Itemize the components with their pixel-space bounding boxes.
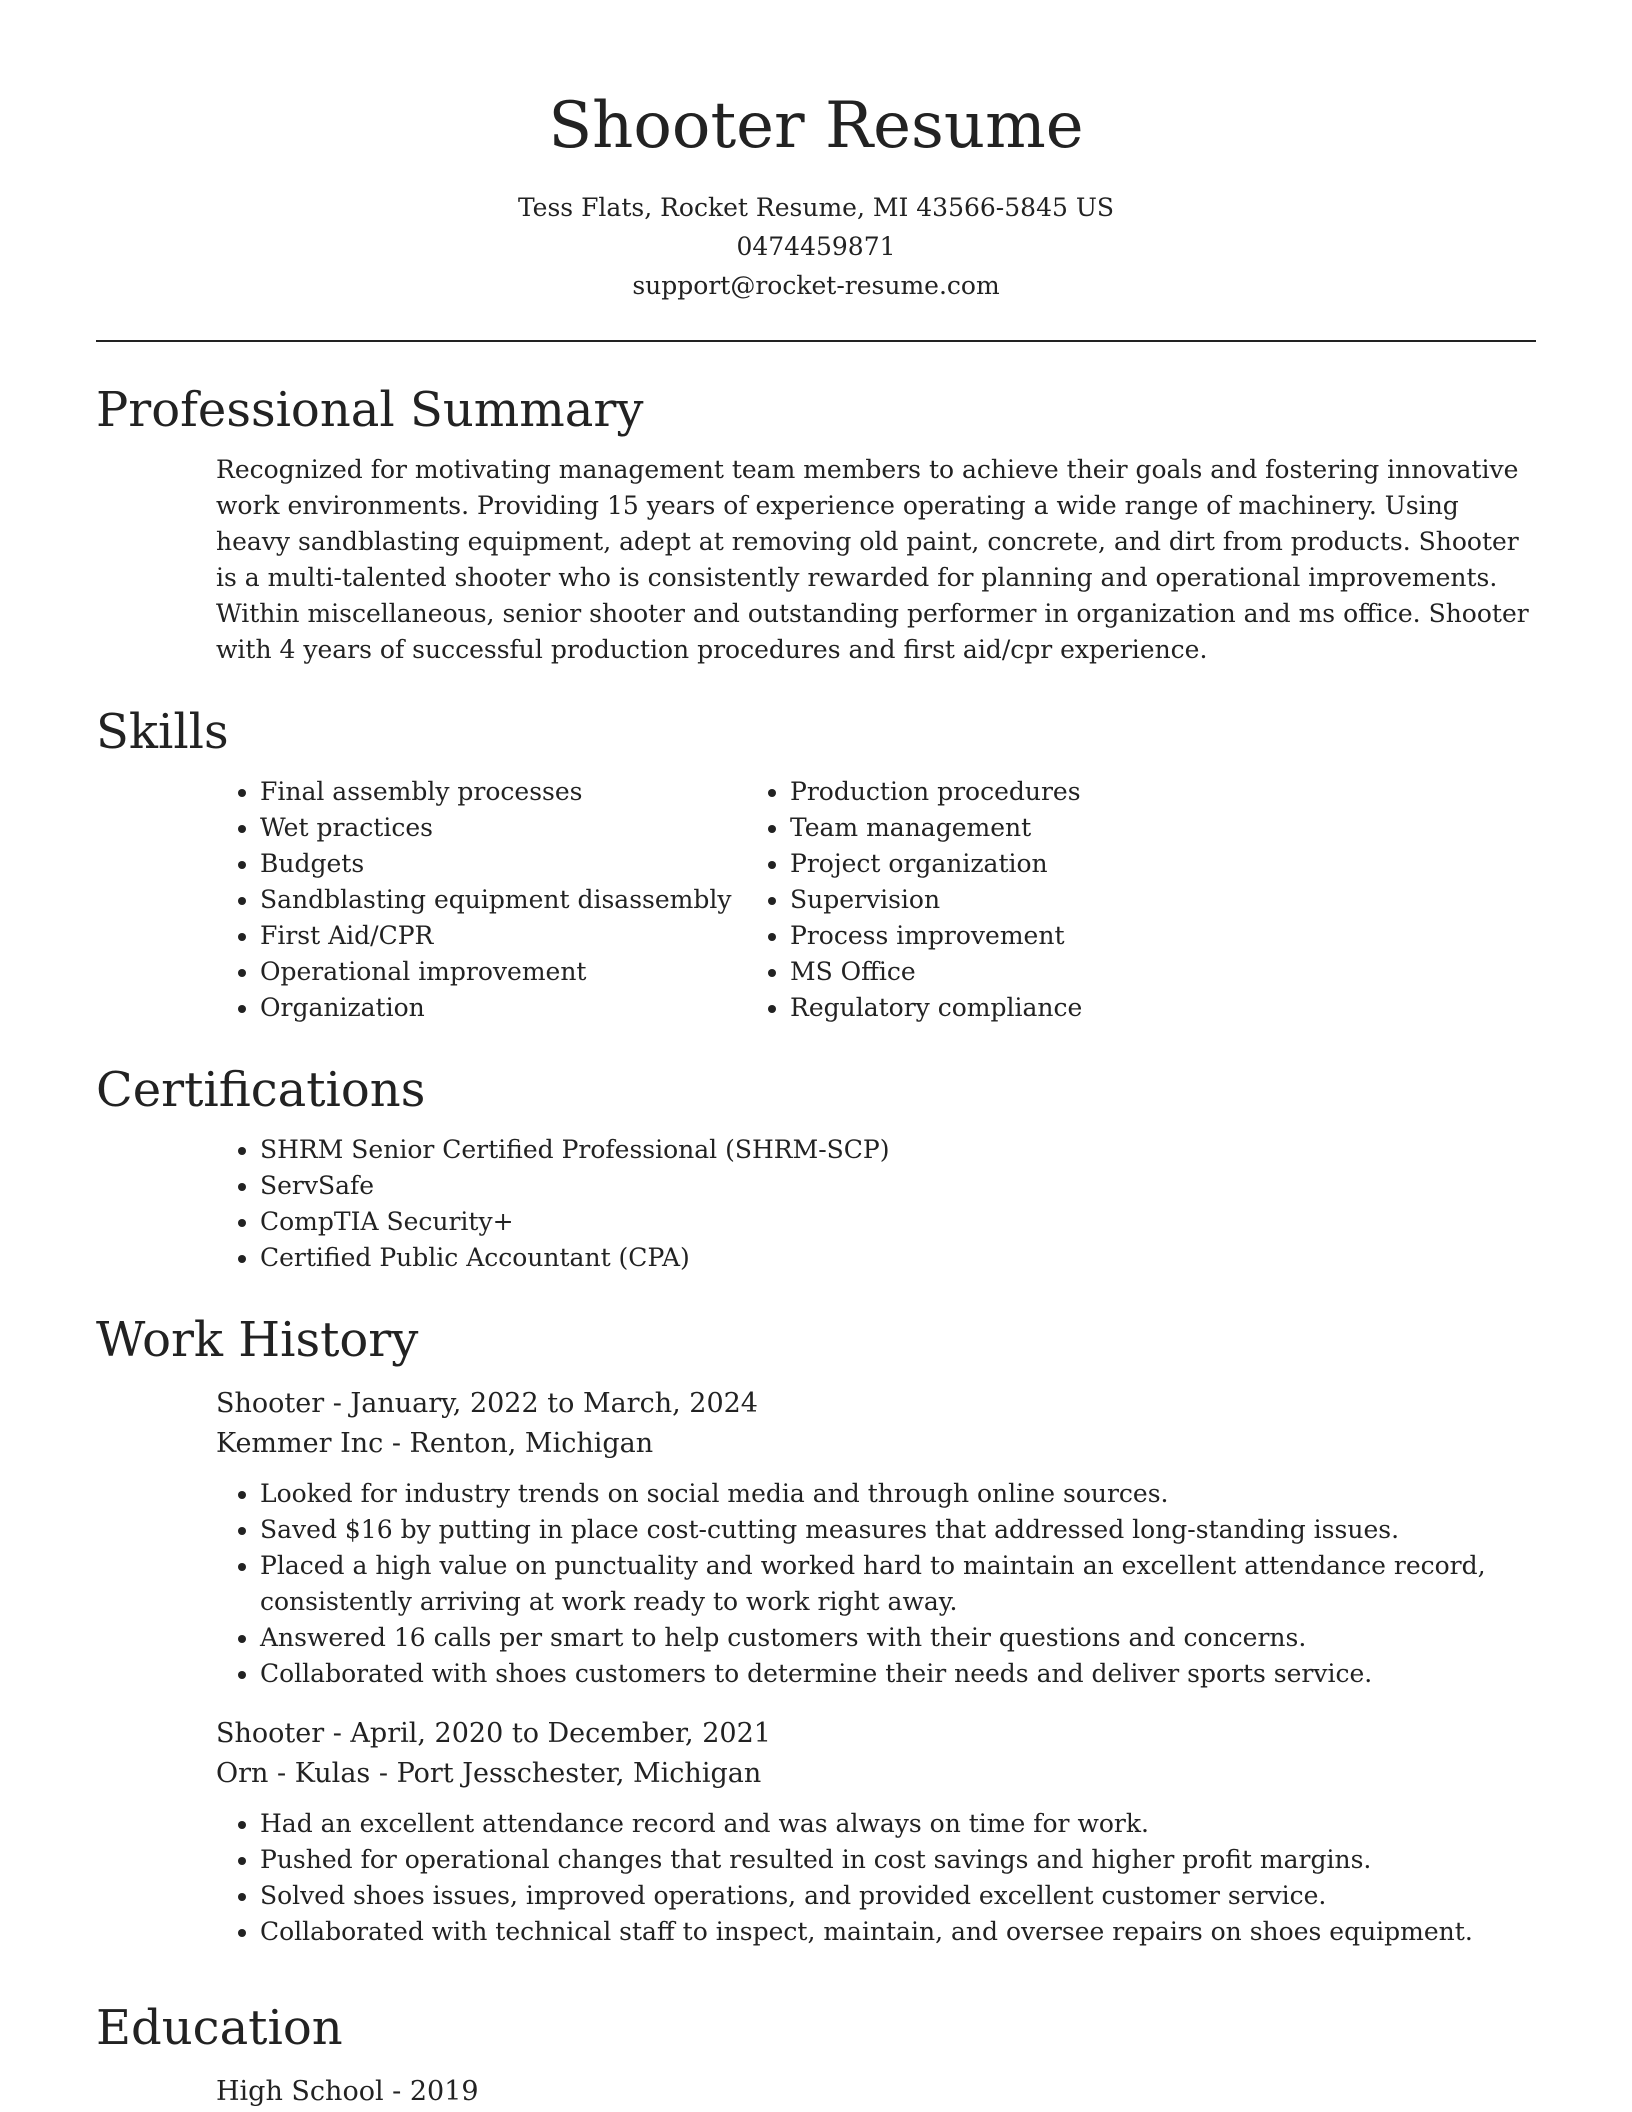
certifications-section [96,1060,1536,1276]
skill-item: • Team management [790,810,1396,846]
job-entry [96,1714,1536,1950]
job-company-line: Kemmer Inc - Renton, Michigan [216,1428,654,1459]
skills-section [96,702,1536,1026]
skill-item: • Production procedures [790,774,1396,810]
resume-header [96,0,1536,305]
certifications-list [96,1132,1536,1276]
certification-item: • SHRM Senior Certified Professional (SHRM-SCP) [260,1132,1536,1168]
job-bullet: • Answered 16 calls per smart to help customers with their questions and concerns. [260,1620,1536,1656]
skill-item: • Project organization [790,846,1396,882]
contact-phone: 0474459871 [736,232,896,261]
certification-item: • ServSafe [260,1168,1536,1204]
skill-item: • Process improvement [790,918,1396,954]
job-company-line: Orn - Kulas - Port Jesschester, Michigan [216,1758,762,1789]
contact-block [96,188,1536,305]
job-title-line: Shooter - April, 2020 to December, 2021 [216,1718,771,1749]
skills-columns [96,774,1536,1026]
certifications-title: Certifications [96,1062,426,1118]
summary-text: Recognized for motivating management team members to achieve their goals and fostering innovative work environments. Providing 15 years of experience operating a wide range of machinery. Using heavy sandblasting equipment, adept at removing old paint, concrete, and dirt from products. Shooter is a multi-talented shooter who is consistently rewarded for planning and operational improvements. Within miscellaneous, senior shooter and outstanding performer in organization and ms office. Shooter with 4 years of successful production procedures and first aid/cpr experience. [216,455,1529,664]
skills-title: Skills [96,704,229,760]
skill-item: • MS Office [790,954,1396,990]
skills-list-right [746,774,1396,1026]
job-bullet: • Saved $16 by putting in place cost-cutting measures that addressed long-standing issues. [260,1512,1536,1548]
resume-name: Shooter Resume [548,89,1084,163]
skill-item: • Sandblasting equipment disassembly [260,882,746,918]
job-bullet: • Collaborated with shoes customers to determine their needs and deliver sports service. [260,1656,1536,1692]
job-bullet: • Solved shoes issues, improved operations, and provided excellent customer service. [260,1878,1536,1914]
certification-item: • Certified Public Accountant (CPA) [260,1240,1536,1276]
job-bullets [96,1476,1536,1692]
skill-item: • First Aid/CPR [260,918,746,954]
summary-title: Professional Summary [96,382,644,438]
job-bullet: • Collaborated with technical staff to inspect, maintain, and oversee repairs on shoes equipment. [260,1914,1536,1950]
certification-item: • CompTIA Security+ [260,1204,1536,1240]
contact-email: support@rocket-resume.com [632,271,1000,300]
job-bullets [96,1806,1536,1950]
skill-item: • Operational improvement [260,954,746,990]
skills-list-left [96,774,746,1026]
skill-item: • Organization [260,990,746,1026]
skill-item: • Final assembly processes [260,774,746,810]
summary-section [96,380,1536,668]
skill-item: • Regulatory compliance [790,990,1396,1026]
education-section [96,1998,1536,2112]
job-bullet: • Placed a high value on punctuality and worked hard to maintain an excellent attendance record, consistently arriving at work ready to work right away. [260,1548,1536,1620]
skill-item: • Supervision [790,882,1396,918]
work-history-title: Work History [96,1312,419,1368]
skill-item: • Wet practices [260,810,746,846]
job-bullet: • Pushed for operational changes that resulted in cost savings and higher profit margins. [260,1842,1536,1878]
work-history-section [96,1310,1536,1950]
education-title: Education [96,2000,343,2056]
education-entry-line: High School - 2019 [216,2076,479,2107]
job-bullet: • Looked for industry trends on social media and through online sources. [260,1476,1536,1512]
job-title-line: Shooter - January, 2022 to March, 2024 [216,1388,758,1419]
header-divider [96,340,1536,342]
contact-address: Tess Flats, Rocket Resume, MI 43566-5845 US [517,193,1115,222]
skill-item: • Budgets [260,846,746,882]
job-entry [96,1384,1536,1692]
job-bullet: • Had an excellent attendance record and was always on time for work. [260,1806,1536,1842]
